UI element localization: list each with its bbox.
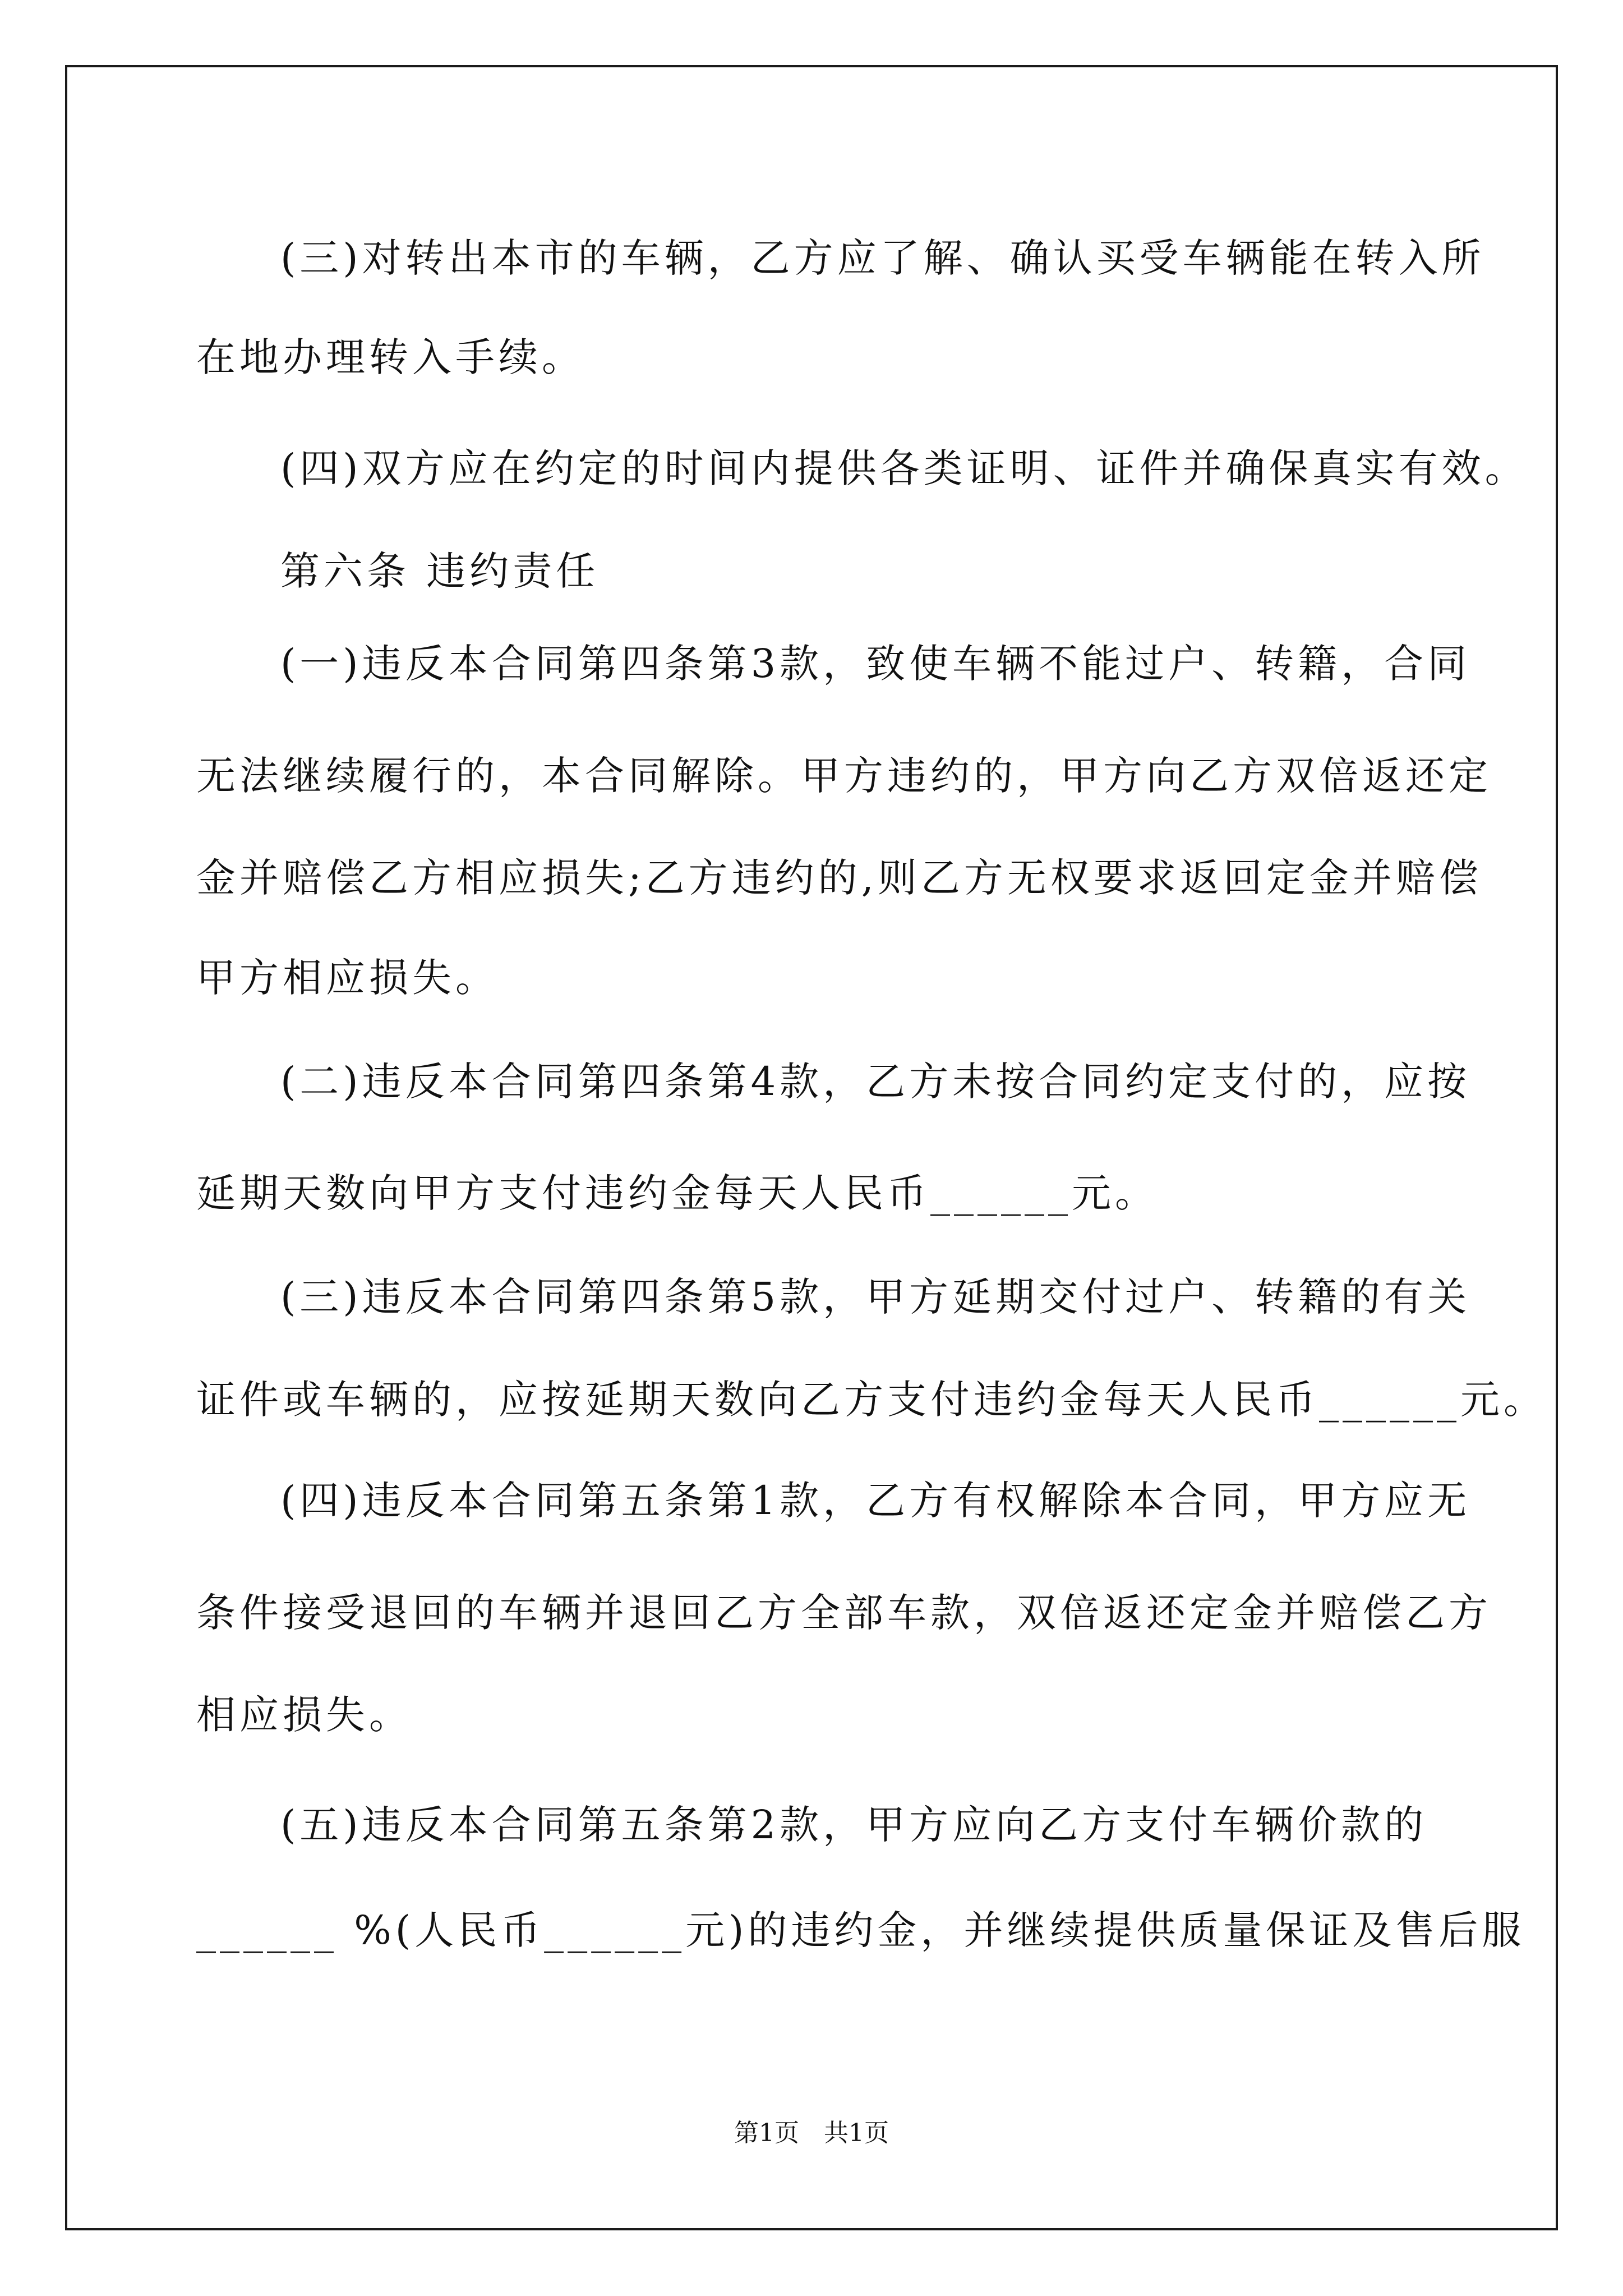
paragraph-line: 甲方相应损失。 bbox=[196, 955, 499, 1001]
paragraph-line: (四)违反本合同第五条第1款，乙方有权解除本合同，甲方应无 bbox=[280, 1478, 1471, 1524]
paragraph-line: 在地办理转入手续。 bbox=[196, 334, 585, 380]
paragraph-line: (二)违反本合同第四条第4款，乙方未按合同约定支付的，应按 bbox=[280, 1059, 1471, 1105]
paragraph-line: 相应损失。 bbox=[196, 1692, 412, 1738]
paragraph-line: 金并赔偿乙方相应损失;乙方违约的,则乙方无权要求返回定金并赔偿 bbox=[196, 855, 1482, 901]
paragraph-line: (一)违反本合同第四条第3款，致使车辆不能过户、转籍，合同 bbox=[280, 641, 1471, 687]
paragraph-line: (四)双方应在约定的时间内提供各类证明、证件并确保真实有效。 bbox=[280, 445, 1528, 491]
paragraph-line: (三)违反本合同第四条第5款，甲方延期交付过户、转籍的有关 bbox=[280, 1274, 1471, 1320]
paragraph-line: 条件接受退回的车辆并退回乙方全部车款，双倍返还定金并赔偿乙方 bbox=[196, 1590, 1492, 1636]
section-heading: 第六条 违约责任 bbox=[280, 548, 600, 594]
paragraph-line: 延期天数向甲方支付违约金每天人民币______元。 bbox=[196, 1170, 1158, 1216]
paragraph-line: 无法继续履行的，本合同解除。甲方违约的，甲方向乙方双倍返还定 bbox=[196, 753, 1492, 799]
paragraph-line: (三)对转出本市的车辆，乙方应了解、确认买受车辆能在转入所 bbox=[280, 235, 1485, 281]
page-footer: 第1页 共1页 bbox=[734, 2119, 889, 2147]
paragraph-line: (五)违反本合同第五条第2款，甲方应向乙方支付车辆价款的 bbox=[280, 1802, 1428, 1848]
paragraph-line: ______ %(人民币______元)的违约金，并继续提供质量保证及售后服 bbox=[196, 1907, 1525, 1953]
paragraph-line: 证件或车辆的，应按延期天数向乙方支付违约金每天人民币______元。 bbox=[196, 1377, 1547, 1423]
